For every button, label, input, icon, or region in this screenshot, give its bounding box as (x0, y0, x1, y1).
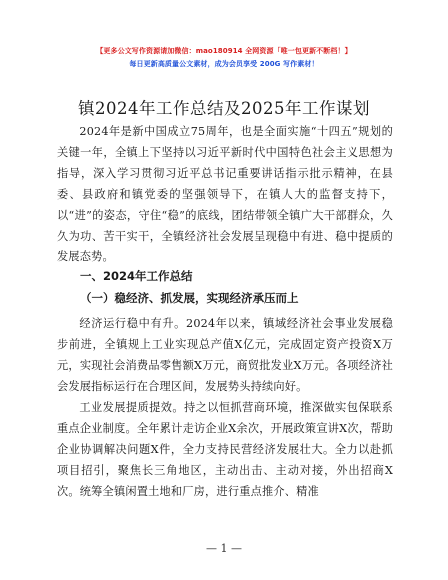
economy-paragraph-block (57, 314, 393, 398)
page-number: — 1 — (206, 542, 242, 555)
section-heading: 一、2024年工作总结 (80, 269, 193, 283)
intro-paragraph: 2024年是新中国成立75周年，也是全面实施“十四五”规划的关键一年，全镇上下坚持以习近平新时代中国特色社会主义思想为指导，深入学习贯彻习近平总书记重要讲话指示批示精神，在县委、县政府和镇党委的坚强领导下，在镇人大的监督支持下，以“进”的姿态，守住“稳”的底线，团结带领全镇广大干部群众，久久为功、苦干实干，全镇经济社会发展呈现稳中有进、稳中提质的发展态势。 (57, 125, 393, 264)
intro-paragraph-block (57, 122, 393, 268)
document-title: 镇2024年工作总结及2025年工作谋划 (78, 99, 370, 118)
promo-banner-line-1: 【更多公文写作资源请加微信：mao180914 全网资源「唯一包更新不断档！】 (96, 47, 352, 55)
industry-paragraph: 工业发展提质提效。持之以恒抓营商环境，推深做实包保联系重点企业制度。全年累计走访企业X余次，开展政策宣讲X次，帮助企业协调解决问题X件，全力支持民营经济发展壮大。全力以赴抓项目招引，聚焦长三角地区，主动出击、主动对接，外出招商X次。统筹全镇闲置土地和厂房，进行重点推介、精准 (57, 401, 393, 498)
industry-paragraph-block (57, 398, 393, 503)
promo-banner-line-2: 每日更新高质量公文素材，成为会员享受 200G 写作素材！ (129, 60, 319, 68)
subsection-heading: （一）稳经济、抓发展，实现经济承压而上 (80, 291, 299, 305)
economy-paragraph: 经济运行稳中有升。2024年以来，镇域经济社会事业发展稳步前进，全镇规上工业实现总产值X亿元，完成固定资产投资X万元，实现社会消费品零售额X万元，商贸批发业X万元。各项经济社会发展指标运行在合理区间，发展势头持续向好。 (57, 317, 393, 393)
